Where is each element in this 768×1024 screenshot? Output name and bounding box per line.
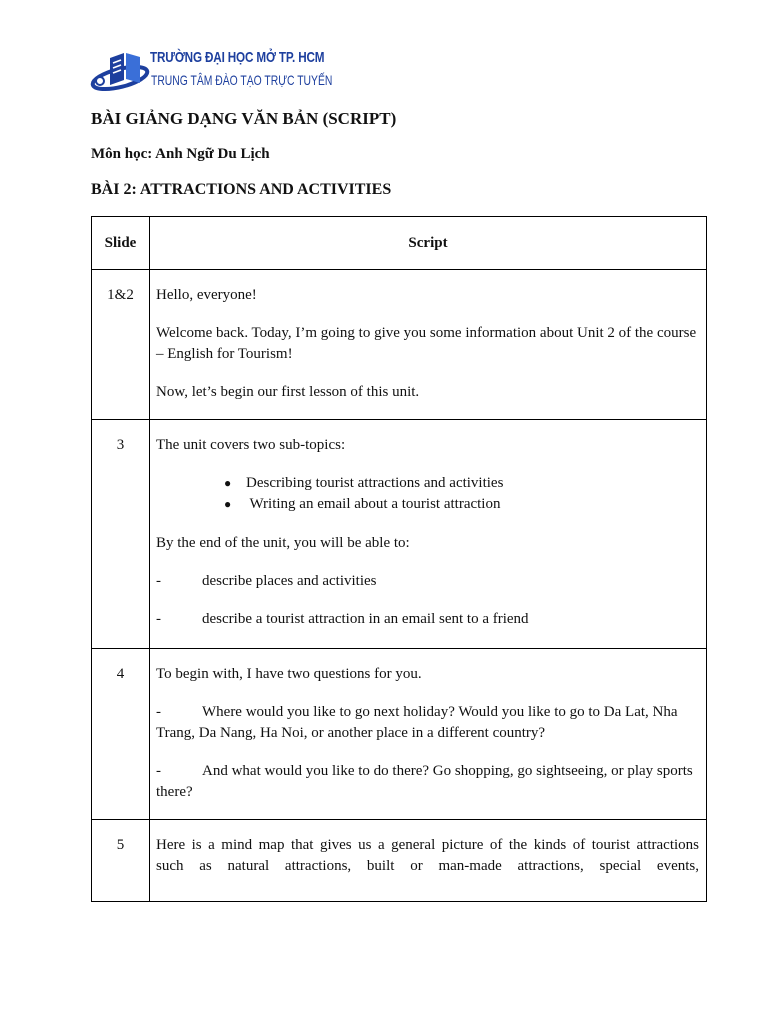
slide-number: 1&2 <box>92 270 150 420</box>
logo-university-name: TRƯỜNG ĐẠI HỌC MỞ TP. HCM <box>150 49 325 66</box>
script-line: such as natural attractions, built or man-made attractions, special events, <box>156 858 699 874</box>
script-paragraph: Hello, everyone! <box>156 287 257 303</box>
column-header-slide: Slide <box>92 217 150 270</box>
question-paragraph <box>156 702 699 744</box>
document-title: BÀI GIẢNG DẠNG VĂN BẢN (SCRIPT) <box>91 109 397 128</box>
dash-marker: - <box>156 704 161 720</box>
script-paragraph: By the end of the unit, you will be able to: <box>156 535 410 551</box>
script-cell <box>150 420 707 649</box>
list-item-text: Writing an email about a tourist attraction <box>246 496 501 512</box>
question-text: Where would you like to go next holiday? Would you like to go to Da Lat, Nha Trang, Da Nang, Ha Noi, or another place in a different country? <box>156 704 678 741</box>
dash-item <box>156 571 699 592</box>
script-line: Here is a mind map that gives us a general picture of the kinds of tourist attractions <box>156 837 699 853</box>
column-header-script: Script <box>150 217 707 270</box>
script-paragraph: To begin with, I have two questions for you. <box>156 666 422 682</box>
table-row <box>92 270 707 420</box>
dash-marker: - <box>156 763 161 779</box>
table-row <box>92 420 707 649</box>
slide-number: 5 <box>92 820 150 902</box>
list-item <box>224 473 699 494</box>
script-cell <box>150 820 707 902</box>
script-paragraph: The unit covers two sub-topics: <box>156 437 346 453</box>
table-row <box>92 649 707 820</box>
script-cell <box>150 270 707 420</box>
lesson-title: BÀI 2: ATTRACTIONS AND ACTIVITIES <box>91 181 392 198</box>
table-header-row <box>92 217 707 270</box>
book-swoosh-logo-icon <box>90 50 152 94</box>
logo-center-name: TRUNG TÂM ĐÀO TẠO TRỰC TUYẾN <box>151 72 333 88</box>
script-table <box>91 216 707 902</box>
subject-line: Môn học: Anh Ngữ Du Lịch <box>91 146 270 162</box>
slide-number: 3 <box>92 420 150 649</box>
dash-item <box>156 609 699 630</box>
bullet-icon: ● <box>224 497 232 511</box>
bullet-icon: ● <box>224 476 232 490</box>
script-paragraph: Now, let’s begin our first lesson of this unit. <box>156 384 420 400</box>
slide-number: 4 <box>92 649 150 820</box>
table-row <box>92 820 707 902</box>
script-cell <box>150 649 707 820</box>
question-paragraph <box>156 761 699 803</box>
list-item <box>224 494 699 515</box>
question-text: And what would you like to do there? Go shopping, go sightseeing, or play sports there? <box>156 763 693 800</box>
script-paragraph: Welcome back. Today, I’m going to give you some information about Unit 2 of the course – English for Tourism! <box>156 325 697 362</box>
dash-marker: - <box>156 611 161 627</box>
university-logo <box>90 44 333 96</box>
list-item-text: Describing tourist attractions and activities <box>246 475 504 491</box>
dash-marker: - <box>156 573 161 589</box>
dash-item-text: describe a tourist attraction in an email sent to a friend <box>202 611 529 627</box>
subtopic-list <box>156 473 699 515</box>
dash-item-text: describe places and activities <box>202 573 377 589</box>
